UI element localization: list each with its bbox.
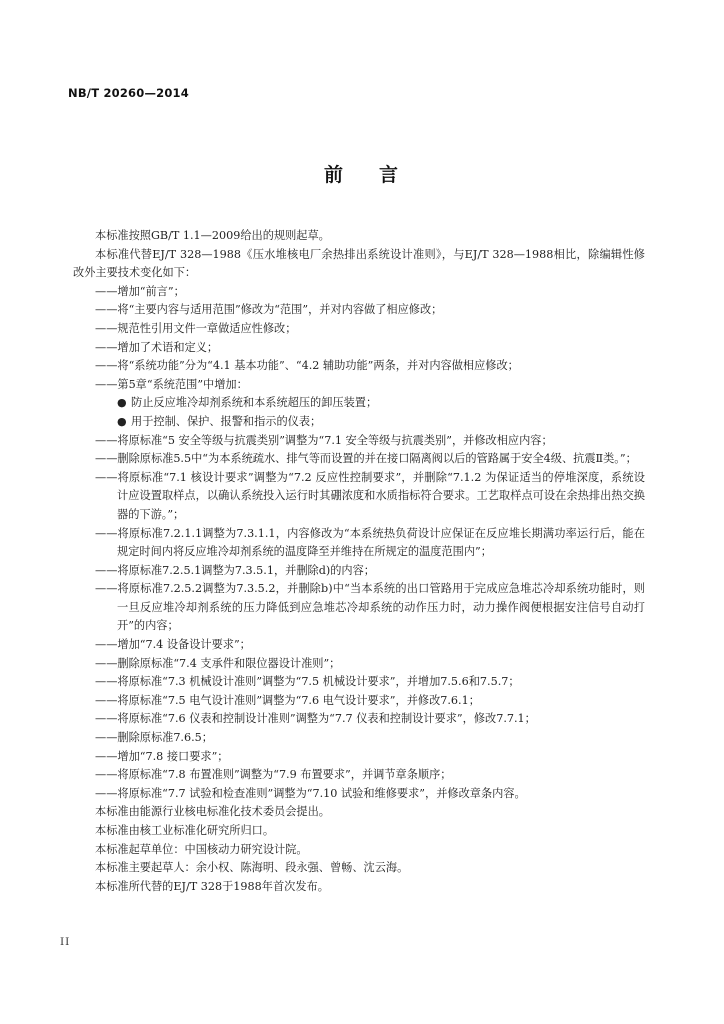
page-title [0, 160, 724, 187]
bullet-text: 用于控制、保护、报警和指示的仪表； [131, 414, 322, 428]
paragraph-drafting-rules: 本标准按照GB/T 1.1—2009给出的规则起草。 [95, 229, 330, 242]
change-item: ——将原标准7.2.1.1调整为7.3.1.1，内容修改为“本系统热负荷设计应保证在反应堆长期满功率运行后，能在规定时间内将反应堆冷却剂系统的温度降至并维持在所规定的温度范围内”； [95, 526, 645, 559]
standard-number: NB/T 20260—2014 [68, 86, 189, 100]
change-item: ——将原标准“7.8 布置准则”调整为“7.9 布置要求”，并调节章条顺序； [95, 768, 452, 782]
bullet-text: 防止反应堆冷却剂系统和本系统超压的卸压装置； [131, 396, 378, 410]
title-char-2: 言 [379, 164, 401, 186]
closing-drafting-unit: 本标准起草单位：中国核动力研究设计院。 [95, 842, 308, 856]
change-item: ——增加“7.4 设备设计要求”； [95, 638, 251, 652]
page-number: II [60, 936, 71, 948]
change-item: ——将“系统功能”分为“4.1 基本功能”、“4.2 辅助功能”两条，并对内容做相应修改； [95, 359, 519, 373]
closing-proposer: 本标准由能源行业核电标准化技术委员会提出。 [95, 805, 330, 819]
change-item: ——删除原标准5.5中“为本系统疏水、排气等而设置的并在接口隔离阀以后的管路属于安全4级、抗震Ⅱ类。”； [95, 452, 637, 466]
change-item: ——增加“前言”； [95, 284, 185, 298]
bullet-dot-icon: ● [117, 396, 127, 410]
change-item: ——将原标准“7.6 仪表和控制设计准则”调整为“7.7 仪表和控制设计要求”，修改7.7.1； [95, 712, 536, 726]
closing-first-release: 本标准所代替的EJ/T 328于1988年首次发布。 [95, 879, 329, 893]
closing-drafters: 本标准主要起草人：余小权、陈海明、段永强、曾畅、沈云海。 [95, 861, 409, 875]
change-item: ——将原标准“7.1 核设计要求”调整为“7.2 反应性控制要求”，并删除“7.1.2 为保证适当的停堆深度，系统设计应设置取样点，以确认系统投入运行时其硼浓度和水质指标符合要求。工艺取样点可设在余热排出热交换器的下游。”； [95, 470, 645, 521]
change-item: ——删除原标准“7.4 支承件和限位器设计准则”； [95, 656, 341, 670]
change-item: ——将“主要内容与适用范围”修改为“范围”，并对内容做了相应修改； [95, 303, 443, 317]
bullet-dot-icon: ● [117, 414, 127, 428]
change-item: ——增加了术语和定义； [95, 340, 219, 354]
change-item: ——将原标准“7.5 电气设计准则”调整为“7.6 电气设计要求”，并修改7.6.1； [95, 693, 480, 707]
change-item: ——将原标准“7.7 试验和检查准则”调整为“7.10 试验和维修要求”，并修改章条内容。 [95, 786, 526, 800]
change-item: ——第5章“系统范围”中增加： [95, 377, 248, 391]
bullet-item [73, 413, 645, 432]
paragraph-replacement: 本标准代替EJ/T 328—1988《压水堆核电厂余热排出系统设计准则》，与EJ/T 328—1988相比，除编辑性修改外主要技术变化如下： [73, 247, 645, 280]
title-char-1: 前 [323, 164, 345, 186]
bullet-item [73, 394, 645, 413]
foreword-body [73, 227, 645, 896]
change-item: ——将原标准7.2.5.2调整为7.3.5.2，并删除b)中“当本系统的出口管路用于完成应急堆芯冷却系统功能时，则一旦反应堆冷却剂系统的压力降低到应急堆芯冷却系统的动作压力时，动力操作阀便根据安注信号自动打开”的内容； [95, 582, 645, 633]
change-item: ——将原标准7.2.5.1调整为7.3.5.1，并删除d)的内容； [95, 563, 375, 577]
closing-administrator: 本标准由核工业标准化研究所归口。 [95, 824, 275, 837]
change-item: ——删除原标准7.6.5； [95, 731, 213, 745]
change-item: ——规范性引用文件一章做适应性修改； [95, 321, 297, 335]
change-item: ——将原标准“5 安全等级与抗震类别”调整为“7.1 安全等级与抗震类别”，并修改相应内容； [95, 433, 553, 447]
change-item: ——增加“7.8 接口要求”； [95, 749, 229, 763]
change-item: ——将原标准“7.3 机械设计准则”调整为“7.5 机械设计要求”，并增加7.5.6和7.5.7； [95, 675, 520, 689]
